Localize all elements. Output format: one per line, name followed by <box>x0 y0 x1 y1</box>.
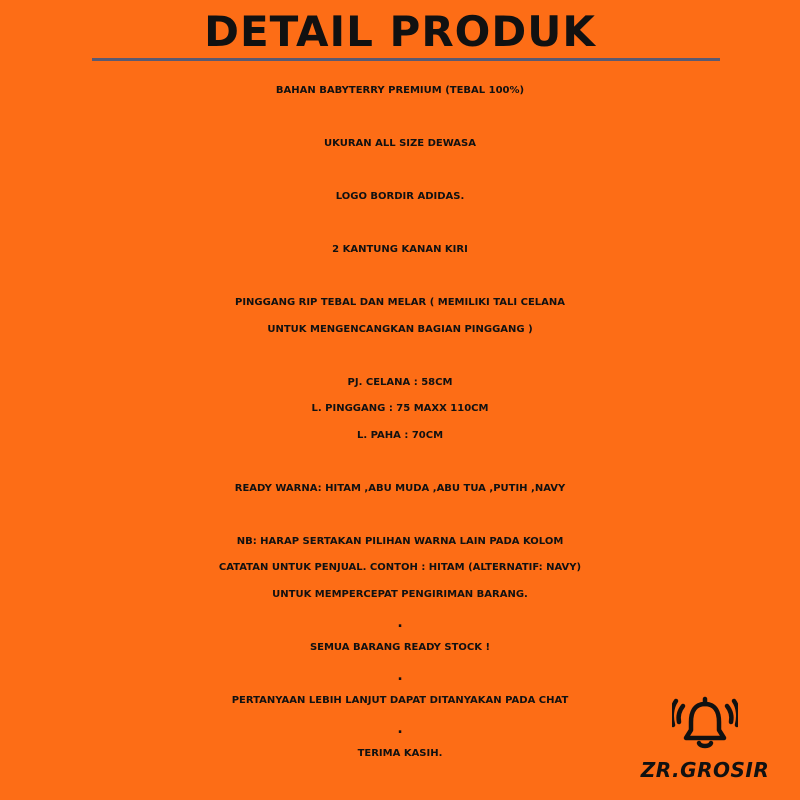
separator-dot: . <box>397 615 403 631</box>
detail-line-pinggang-1: PINGGANG RIP TEBAL DAN MELAR ( MEMILIKI TALI CELANA <box>235 297 565 308</box>
detail-line-terima-kasih: TERIMA KASIH. <box>357 747 443 759</box>
separator-dot: . <box>397 721 403 737</box>
detail-line-nb-1: NB: HARAP SERTAKAN PILIHAN WARNA LAIN PADA KOLOM <box>236 535 564 547</box>
spacer <box>0 264 800 291</box>
detail-line-l-pinggang: L. PINGGANG : 75 MAXX 110CM <box>311 403 489 414</box>
spacer <box>0 211 800 238</box>
detail-line-pertanyaan: PERTANYAAN LEBIH LANJUT DAPAT DITANYAKAN PADA CHAT <box>231 694 569 706</box>
detail-line-pj-celana: PJ. CELANA : 58CM <box>347 376 453 388</box>
detail-line-pinggang-2: UNTUK MENGENCANGKAN BAGIAN PINGGANG ) <box>267 323 533 335</box>
brand-name: ZR.GROSIR <box>640 758 770 782</box>
detail-line-logo: LOGO BORDIR ADIDAS. <box>335 191 465 202</box>
separator-dot: . <box>397 668 403 684</box>
spacer <box>0 105 800 132</box>
detail-line-kantung: 2 KANTUNG KANAN KIRI <box>332 244 468 255</box>
spacer <box>0 343 800 370</box>
detail-line-nb-2: CATATAN UNTUK PENJUAL. CONTOH : HITAM (ALTERNATIF: NAVY) <box>218 562 582 573</box>
detail-line-nb-3: UNTUK MEMPERCEPAT PENGIRIMAN BARANG. <box>272 588 528 600</box>
spacer <box>0 502 800 529</box>
spacer <box>0 449 800 476</box>
bell-ringing-icon <box>672 692 738 752</box>
detail-line-l-paha: L. PAHA : 70CM <box>356 429 444 441</box>
title-divider <box>92 58 720 61</box>
page-title: DETAIL PRODUK <box>204 7 596 56</box>
detail-line-warna: READY WARNA: HITAM ,ABU MUDA ,ABU TUA ,PUTIH ,NAVY <box>234 482 566 494</box>
detail-line-ukuran: UKURAN ALL SIZE DEWASA <box>324 138 476 149</box>
spacer <box>0 158 800 185</box>
detail-line-stock: SEMUA BARANG READY STOCK ! <box>309 641 491 653</box>
detail-line-bahan: BAHAN BABYTERRY PREMIUM (TEBAL 100%) <box>275 85 525 96</box>
product-details <box>0 78 800 767</box>
